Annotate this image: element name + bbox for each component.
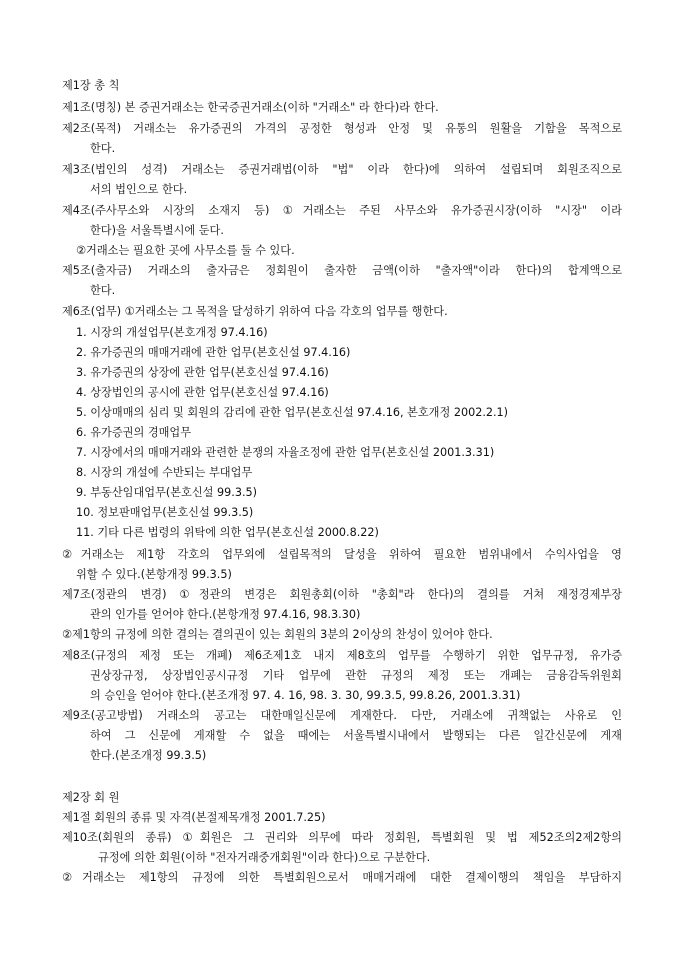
article-6-item: 1. 시장의 개설업무(본호개정 97.4.16) [76,326,268,339]
article-2-line-2: 한다. [90,142,116,155]
article-3-line-1: 제3조(법인의 성격) 거래소는 증권거래법(이하 "법" 이라 한다)에 의하여 설립되며 회원조직으로 [62,163,622,176]
chapter-1-heading: 제1장 총 칙 [62,79,120,92]
article-10-line-2: 규정에 의한 회원(이하 "전자거래중개회원"이라 한다)으로 구분한다. [98,851,431,864]
article-7-paragraph-2: ②제1항의 규정에 의한 결의는 결의권이 있는 회원의 3분의 2이상의 찬성이 있어야 한다. [62,628,493,641]
article-6-item: 2. 유가증권의 매매거래에 관한 업무(본호신설 97.4.16) [76,346,351,359]
article-3-line-2: 서의 법인으로 한다. [90,183,188,196]
article-6-item: 7. 시장에서의 매매거래와 관련한 분쟁의 자율조정에 관한 업무(본호신설 2001.3.31) [76,446,495,459]
article-10-paragraph-2: ②거래소는 제1항의 규정에 의한 특별회원으로서 매매거래에 대한 결제이행의 책임을 부담하지 [62,871,622,884]
article-8-line-2: 권상장규정, 상장법인공시규정 기타 업무에 관한 규정의 제정 또는 개폐는 금융감독위원회 [90,669,622,682]
article-6-item: 11. 기타 다른 법령의 위탁에 의한 업무(본호신설 2000.8.22) [76,526,379,539]
article-8-line-1: 제8조(규정의 제정 또는 개폐) 제6조제1호 내지 제8호의 업무를 수행하기 위한 업무규정, 유가증 [62,649,622,662]
article-5-line-2: 한다. [90,284,116,297]
article-6-paragraph-2-line-2: 위할 수 있다.(본항개정 99.3.5) [76,568,232,581]
chapter-2-heading: 제2장 회 원 [62,791,120,804]
article-9-line-3: 한다.(본조개정 99.3.5) [90,749,207,762]
article-7-line-2: 관의 인가를 얻어야 한다.(본항개정 97.4.16, 98.3.30) [90,608,361,621]
article-8-line-3: 의 승인을 얻어야 한다.(본조개정 97. 4. 16, 98. 3. 30, 99.3.5, 99.8.26, 2001.3.31) [90,689,521,702]
article-6-item: 3. 유가증권의 상장에 관한 업무(본호신설 97.4.16) [76,366,329,379]
article-6-item: 10. 정보판매업무(본호신설 99.3.5) [76,506,254,519]
article-7-line-1: 제7조(정관의 변경) ①정관의 변경은 회원총회(이하 "총회"라 한다)의 결의를 거쳐 재정경제부장 [62,588,622,601]
article-10-line-1: 제10조(회원의 종류) ①회원은 그 권리와 의무에 따라 정회원, 특별회원 및 법 제52조의2제2항의 [62,831,622,844]
article-6-item: 8. 시장의 개설에 수반되는 부대업무 [76,466,253,479]
article-6-item: 6. 유가증권의 경매업무 [76,426,192,439]
article-6-item: 9. 부동산임대업무(본호신설 99.3.5) [76,486,257,499]
article-6-paragraph-2-line-1: ②거래소는 제1항 각호의 업무외에 설립목적의 달성을 위하여 필요한 범위내에서 수익사업을 영 [62,548,622,561]
article-4-line-2: 한다)을 서울특별시에 둔다. [90,224,224,237]
article-2-line-1: 제2조(목적) 거래소는 유가증권의 가격의 공정한 형성과 안정 및 유통의 원활을 기함을 목적으로 [62,122,622,135]
article-6-item: 5. 이상매매의 심리 및 회원의 감리에 관한 업무(본호신설 97.4.16, 본호개정 2002.2.1) [76,406,509,419]
article-6-item: 4. 상장법인의 공시에 관한 업무(본호신설 97.4.16) [76,386,329,399]
article-4-line-1: 제4조(주사무소와 시장의 소재지 등) ①거래소는 주된 사무소와 유가증권시장(이하 "시장" 이라 [62,204,622,217]
article-9-line-1: 제9조(공고방법) 거래소의 공고는 대한매일신문에 게재한다. 다만, 거래소에 귀책없는 사유로 인 [62,709,622,722]
article-6-line-1: 제6조(업무) ①거래소는 그 목적을 달성하기 위하여 다음 각호의 업무를 행한다. [62,305,448,318]
article-5-line-1: 제5조(출자금) 거래소의 출자금은 정회원이 출자한 금액(이하 "출자액"이라 한다)의 합계액으로 [62,264,622,277]
article-1: 제1조(명칭) 본 증권거래소는 한국증권거래소(이하 "거래소" 라 한다)라 한다. [62,101,439,114]
article-4-paragraph-2: ②거래소는 필요한 곳에 사무소를 둘 수 있다. [76,244,295,257]
article-9-line-2: 하여 그 신문에 게재할 수 없을 때에는 서울특별시내에서 발행되는 다른 일간신문에 게재 [90,729,622,742]
section-1-heading: 제1절 회원의 종류 및 자격(본절제목개정 2001.7.25) [62,811,326,824]
